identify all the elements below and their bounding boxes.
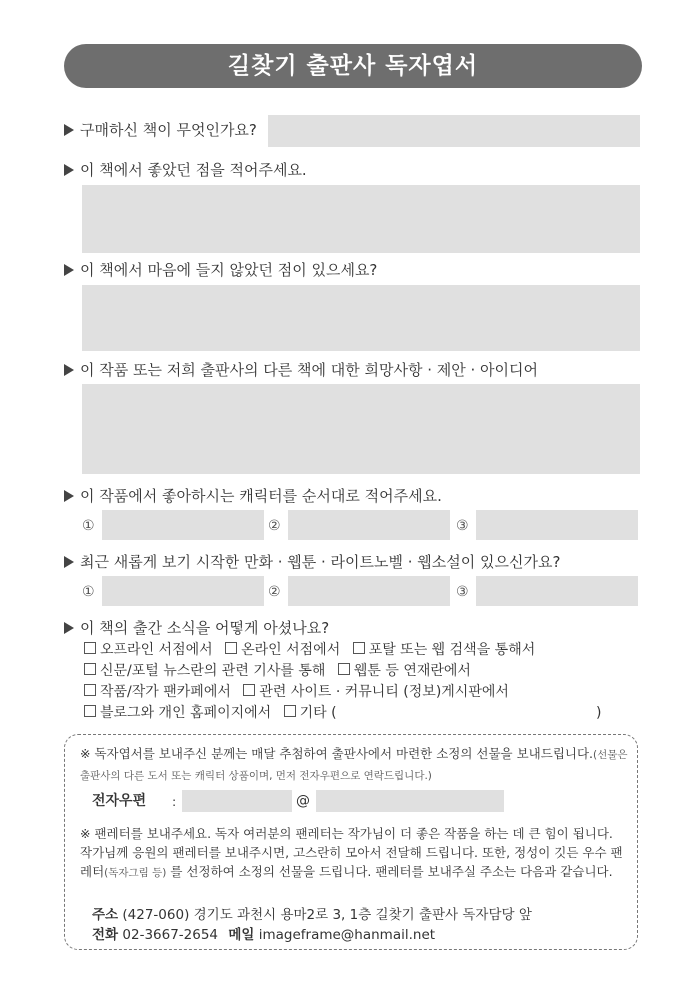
checkbox-icon[interactable] bbox=[243, 684, 255, 696]
book-title-field[interactable] bbox=[268, 115, 640, 147]
number-2: ② bbox=[268, 518, 281, 534]
options-row-3 bbox=[84, 682, 517, 702]
option-online-store[interactable]: 온라인 서점에서 bbox=[225, 640, 340, 660]
liked-points-field[interactable] bbox=[82, 185, 640, 253]
email-domain-field[interactable] bbox=[316, 790, 504, 812]
checkbox-icon[interactable] bbox=[84, 642, 96, 654]
page-title: 길찾기 출판사 독자엽서 bbox=[64, 44, 642, 88]
option-blog[interactable]: 블로그와 개인 홈페이지에서 bbox=[84, 703, 271, 723]
option-news-article[interactable]: 신문/포털 뉴스란의 관련 기사를 통해 bbox=[84, 661, 325, 681]
number-2: ② bbox=[268, 584, 281, 600]
triangle-bullet-icon bbox=[64, 490, 74, 502]
character-field-2[interactable] bbox=[288, 510, 450, 540]
contact-line: 전화 02-3667-2654 메일 imageframe@hanmail.net bbox=[92, 927, 436, 943]
checkbox-icon[interactable] bbox=[84, 705, 96, 717]
question-disliked-points: 이 책에서 마음에 들지 않았던 점이 있으세요? bbox=[64, 260, 377, 280]
email-at: @ bbox=[296, 793, 310, 809]
options-row-2 bbox=[84, 661, 479, 681]
number-3: ③ bbox=[456, 518, 469, 534]
question-recent-works: 최근 새롭게 보기 시작한 만화 · 웹툰 · 라이트노벨 · 웹소설이 있으신가요? bbox=[64, 552, 560, 572]
recent-work-field-1[interactable] bbox=[102, 576, 264, 606]
recent-work-field-3[interactable] bbox=[476, 576, 638, 606]
number-3: ③ bbox=[456, 584, 469, 600]
option-web-search[interactable]: 포탈 또는 웹 검색을 통해서 bbox=[353, 640, 536, 660]
disliked-points-field[interactable] bbox=[82, 285, 640, 351]
question-liked-points: 이 책에서 좋았던 점을 적어주세요. bbox=[64, 160, 307, 180]
options-row-4 bbox=[84, 703, 345, 723]
email-id-field[interactable] bbox=[182, 790, 292, 812]
triangle-bullet-icon bbox=[64, 264, 74, 276]
notice-gift: ※ 독자엽서를 보내주신 분께는 매달 추첨하여 출판사에서 마련한 소정의 선물을 보내드립니다.(선물은 출판사의 다른 도서 또는 캐릭터 상품이며, 먼저 전자우편으로 연락드립니다.) bbox=[80, 746, 628, 782]
triangle-bullet-icon bbox=[64, 556, 74, 568]
character-field-3[interactable] bbox=[476, 510, 638, 540]
email-colon: : bbox=[172, 794, 177, 809]
question-how-found: 이 책의 출간 소식을 어떻게 아셨나요? bbox=[64, 618, 329, 638]
option-fan-cafe[interactable]: 작품/작가 팬카페에서 bbox=[84, 682, 231, 702]
recent-work-field-2[interactable] bbox=[288, 576, 450, 606]
checkbox-icon[interactable] bbox=[84, 663, 96, 675]
character-field-1[interactable] bbox=[102, 510, 264, 540]
email-label: 전자우편 bbox=[92, 793, 147, 809]
triangle-bullet-icon bbox=[64, 364, 74, 376]
checkbox-icon[interactable] bbox=[84, 684, 96, 696]
option-other[interactable]: 기타 ( bbox=[284, 703, 337, 723]
other-close-paren: ) bbox=[596, 705, 602, 721]
number-1: ① bbox=[82, 518, 95, 534]
triangle-bullet-icon bbox=[64, 164, 74, 176]
checkbox-icon[interactable] bbox=[225, 642, 237, 654]
notice-fanletter: ※ 팬레터를 보내주세요. 독자 여러분의 팬레터는 작가님이 더 좋은 작품을 하는 데 큰 힘이 됩니다. 작가님께 응원의 팬레터를 보내주시면, 고스란히 모아서 전달해 드립니다. 또한, 정성이 깃든 우수 팬레터(독자그림 등) 를 선정하여 소정의 선물을 드립니다. 팬레터를 보내주실 주소는 다음과 같습니다. bbox=[80, 826, 623, 879]
options-row-1 bbox=[84, 640, 543, 660]
option-offline-store[interactable]: 오프라인 서점에서 bbox=[84, 640, 213, 660]
triangle-bullet-icon bbox=[64, 622, 74, 634]
address-line: 주소 (427-060) 경기도 과천시 용마2로 3, 1층 길찾기 출판사 독자담당 앞 bbox=[92, 907, 532, 923]
checkbox-icon[interactable] bbox=[284, 705, 296, 717]
suggestions-field[interactable] bbox=[82, 384, 640, 474]
question-suggestions: 이 작품 또는 저희 출판사의 다른 책에 대한 희망사항 · 제안 · 아이디어 bbox=[64, 360, 538, 380]
number-1: ① bbox=[82, 584, 95, 600]
question-book-title: 구매하신 책이 무엇인가요? bbox=[64, 120, 257, 140]
option-community-board[interactable]: 관련 사이트 · 커뮤니티 (정보)게시판에서 bbox=[243, 682, 509, 702]
checkbox-icon[interactable] bbox=[353, 642, 365, 654]
question-favorite-characters: 이 작품에서 좋아하시는 캐릭터를 순서대로 적어주세요. bbox=[64, 486, 442, 506]
triangle-bullet-icon bbox=[64, 124, 74, 136]
option-webtoon-section[interactable]: 웹툰 등 연재란에서 bbox=[338, 661, 471, 681]
checkbox-icon[interactable] bbox=[338, 663, 350, 675]
